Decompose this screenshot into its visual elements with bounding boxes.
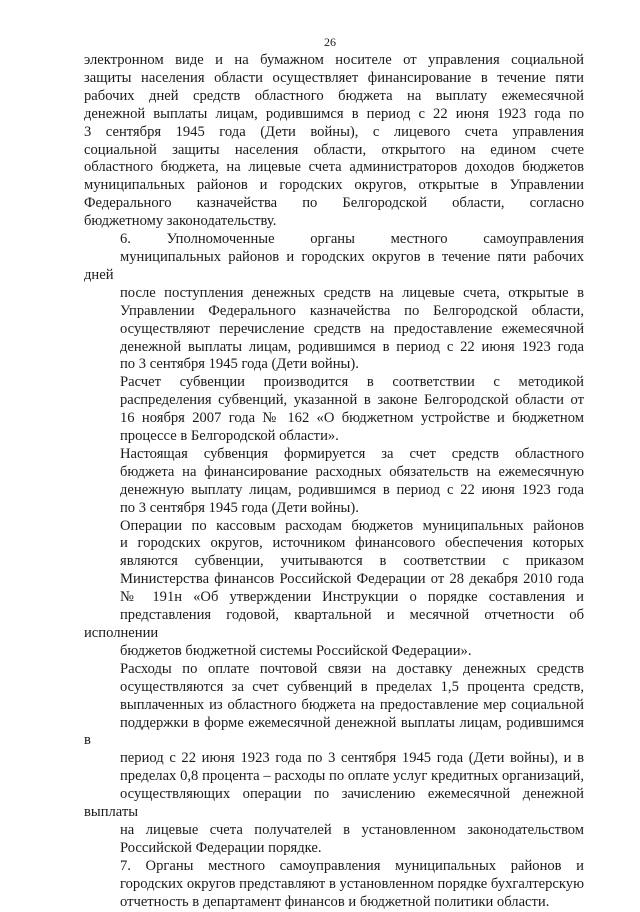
text-line: электронном виде и на бумажном носителе от управления социальной <box>84 52 584 68</box>
text-line: процессе в Белгородской области». <box>120 428 339 445</box>
paragraph <box>84 52 584 231</box>
paragraph <box>84 374 584 446</box>
text-line: осуществляют перечисление средств на предоставление ежемесячной <box>120 320 584 337</box>
text-line: выплаченных из областного бюджета на предоставление мер социальной <box>120 696 584 713</box>
text-line: № 191н «Об утверждении Инструкции о порядке составления и <box>120 589 584 606</box>
text-line: поддержки в форме ежемесячной денежной выплаты лицам, родившимся в <box>84 714 584 749</box>
text-line: представления годовой, квартальной и месячной отчетности об исполнении <box>84 607 584 641</box>
text-line: Операции по кассовым расходам бюджетов муниципальных районов <box>120 517 584 534</box>
page-number: 26 <box>324 35 336 49</box>
text-line: Расходы по оплате почтовой связи на доставку денежных средств <box>120 660 584 677</box>
text-line: отчетность в департамент финансов и бюджетной политики области. <box>120 893 550 910</box>
paragraph <box>84 858 584 912</box>
text-line: 7. Органы местного самоуправления муниципальных районов и <box>120 857 584 874</box>
text-line: и городских округов, источником финансового обеспечения которых <box>120 535 584 552</box>
text-line: бюджетному законодательству. <box>84 213 277 230</box>
text-line: пределах 0,8 процента – расходы по оплате услуг кредитных организаций, <box>120 768 584 785</box>
paragraph <box>84 231 584 374</box>
document-body <box>84 52 584 912</box>
text-line: областного бюджета, на лицевые счета администраторов доходов бюджетов <box>84 159 584 176</box>
text-line: Российской Федерации порядке. <box>120 839 322 856</box>
text-line: муниципальных районов и городских округов в течение пяти рабочих дней <box>84 248 584 283</box>
text-line: 3 сентября 1945 года (Дети войны), с лицевого счета управления <box>84 123 584 140</box>
text-line: Управлении Федерального казначейства по Белгородской области, <box>120 302 584 319</box>
text-line: Министерства финансов Российской Федерации от 28 декабря 2010 года <box>120 571 584 588</box>
text-line: Расчет субвенции производится в соответствии с методикой <box>120 374 584 391</box>
text-line: после поступления денежных средств на лицевые счета, открытые в <box>120 284 584 301</box>
text-line: на лицевые счета получателей в установленном законодательством <box>120 821 584 838</box>
text-line: распределения субвенций, указанной в законе Белгородской области от <box>120 392 584 409</box>
text-line: период с 22 июня 1923 года по 3 сентября 1945 года (Дети войны), и в <box>120 750 584 767</box>
text-line: осуществляющих операции по зачислению ежемесячной денежной выплаты <box>84 786 584 821</box>
text-line: защиты населения области осуществляет финансирование в течение пяти <box>84 69 584 86</box>
text-line: бюджетов бюджетной системы Российской Федерации». <box>120 642 472 659</box>
text-line: рабочих дней средств областного бюджета на выплату ежемесячной <box>84 87 584 104</box>
paragraph <box>84 446 584 518</box>
paragraph <box>84 518 584 661</box>
text-line: денежной выплаты лицам, родившимся в период с 22 июня 1923 года <box>120 338 584 355</box>
text-line: осуществляются за счет субвенций в пределах 1,5 процента средств, <box>120 678 584 695</box>
text-line: по 3 сентября 1945 года (Дети войны). <box>120 499 359 516</box>
text-line: бюджета на финансирование расходных обязательств на ежемесячную <box>120 463 584 480</box>
text-line: 16 ноября 2007 года № 162 «О бюджетном устройстве и бюджетном <box>120 410 584 427</box>
text-line: муниципальных районов и городских округов, открытые в Управлении <box>84 177 584 194</box>
text-line: Федерального казначейства по Белгородской области, согласно <box>84 195 584 212</box>
text-line: по 3 сентября 1945 года (Дети войны). <box>120 356 359 373</box>
text-line: 6. Уполномоченные органы местного самоуправления <box>120 231 584 248</box>
text-line: денежной выплаты лицам, родившимся в период с 22 июня 1923 года по <box>84 105 584 122</box>
paragraph <box>84 661 584 858</box>
text-line: Настоящая субвенция формируется за счет средств областного <box>120 445 584 462</box>
text-line: являются субвенции, учитываются в соответствии с приказом <box>120 553 584 570</box>
text-line: денежную выплату лицам, родившимся в период с 22 июня 1923 года <box>120 481 584 498</box>
text-line: городских округов представляют в установленном порядке бухгалтерскую <box>120 875 584 892</box>
text-line: социальной защиты населения области, открытого на едином счете <box>84 141 584 158</box>
